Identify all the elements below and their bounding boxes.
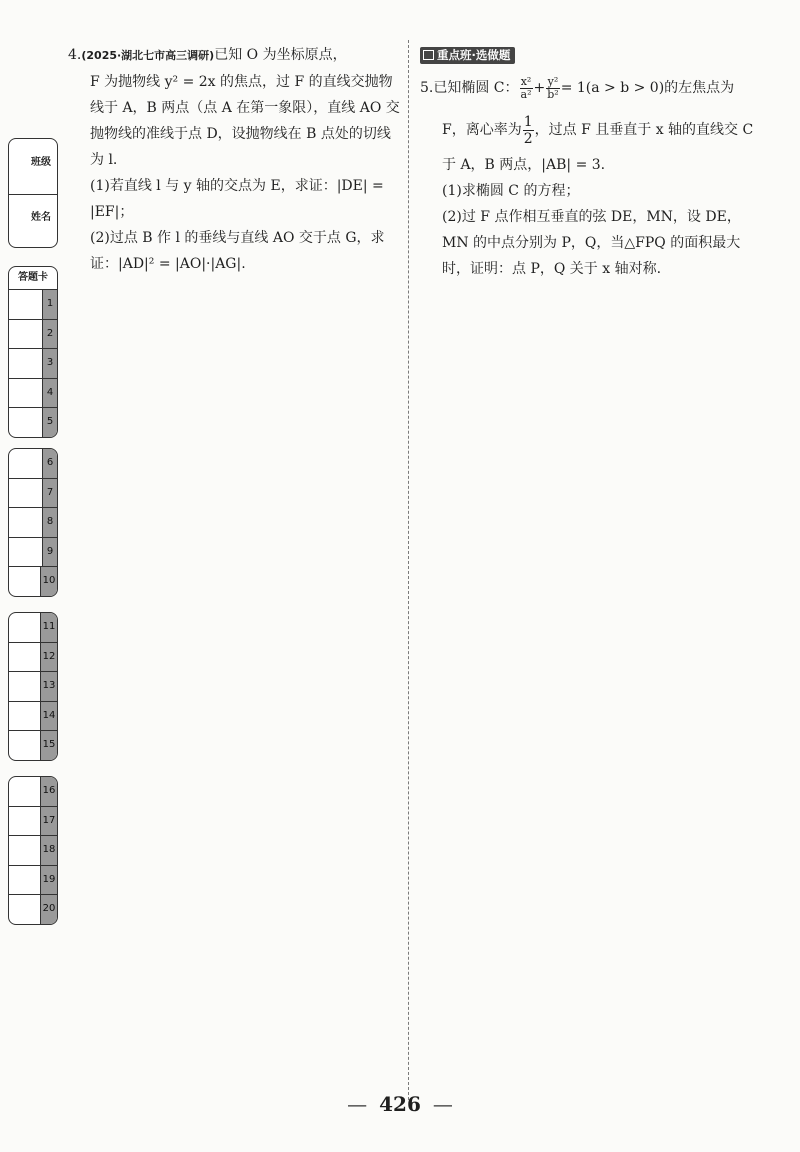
page-number-dash-right: — <box>432 1092 453 1116</box>
page-number-value: 426 <box>379 1092 421 1116</box>
answer-cell-18[interactable] <box>9 836 57 866</box>
answer-number: 16 <box>40 777 57 806</box>
question-number: 4. <box>68 47 82 63</box>
answer-number: 1 <box>42 290 57 319</box>
answer-cell-6[interactable] <box>9 449 57 479</box>
question-text: 线于 A，B 两点（点 A 在第一象限），直线 AO 交 <box>90 100 400 116</box>
section-badge <box>420 42 750 68</box>
class-field[interactable] <box>9 139 57 195</box>
fraction-y2-b2 <box>546 76 559 101</box>
fraction-denominator: a² <box>520 87 532 101</box>
sub-question-2: (2)过点 B 作 l 的垂线与直线 AO 交于点 G，求 <box>90 230 385 246</box>
answer-cell-5[interactable] <box>9 408 57 437</box>
question-text: ，过点 F 且垂直于 x 轴的直线交 C <box>534 122 754 138</box>
question-text: 已知 O 为坐标原点， <box>214 47 347 63</box>
page-number <box>0 1092 800 1116</box>
answer-number: 12 <box>40 643 57 672</box>
question-text: F，离心率为 <box>442 122 522 138</box>
answer-cell-13[interactable] <box>9 672 57 702</box>
question-text: F 为抛物线 y² = 2x 的焦点，过 F 的直线交抛物 <box>90 74 393 90</box>
answer-number: 5 <box>42 408 57 437</box>
question-4-line-1 <box>68 42 400 69</box>
student-info-box <box>8 138 58 248</box>
answer-number: 20 <box>40 895 57 924</box>
plus-sign: + <box>533 80 546 96</box>
answer-cell-3[interactable] <box>9 349 57 379</box>
answer-cell-7[interactable] <box>9 479 57 509</box>
answer-cell-16[interactable] <box>9 777 57 807</box>
sub-question-2-cont: 证：|AD|² = |AO|·|AG|. <box>90 256 246 272</box>
question-text: 抛物线的准线于点 D，设抛物线在 B 点处的切线 <box>90 126 391 142</box>
answer-cell-8[interactable] <box>9 508 57 538</box>
answer-card-group-4 <box>8 776 58 925</box>
answer-cell-20[interactable] <box>9 895 57 924</box>
answer-card-group-1 <box>8 266 58 438</box>
answer-cell-15[interactable] <box>9 731 57 760</box>
answer-cell-17[interactable] <box>9 807 57 837</box>
fraction-one-half <box>523 114 534 147</box>
sub-question-2: (2)过 F 点作相互垂直的弦 DE，MN，设 DE， <box>442 209 741 225</box>
fraction-numerator: y² <box>547 74 559 88</box>
answer-number: 3 <box>42 349 57 378</box>
answer-cell-10[interactable] <box>9 567 57 596</box>
answer-cell-12[interactable] <box>9 643 57 673</box>
answer-number: 11 <box>40 613 57 642</box>
answer-number: 6 <box>42 449 57 478</box>
answer-card-title: 答题卡 <box>9 267 57 290</box>
answer-number: 8 <box>42 508 57 537</box>
answer-card-group-2 <box>8 448 58 597</box>
name-label: 姓名 <box>31 212 51 223</box>
sub-question-1: (1)求椭圆 C 的方程； <box>442 183 580 199</box>
fraction-denominator: 2 <box>523 130 533 147</box>
answer-cell-14[interactable] <box>9 702 57 732</box>
answer-card-group-3 <box>8 612 58 761</box>
question-5 <box>420 42 754 282</box>
question-5-line-2 <box>420 108 754 152</box>
fraction-x2-a2 <box>520 76 533 101</box>
sub-question-1-cont: |EF|； <box>90 204 134 220</box>
book-icon <box>423 50 434 60</box>
fraction-numerator: x² <box>520 74 532 88</box>
question-source: (2025·湖北七市高三调研) <box>81 49 215 62</box>
answer-cell-1[interactable] <box>9 290 57 320</box>
question-5-line-1 <box>420 68 750 108</box>
sub-question-1: (1)若直线 l 与 y 轴的交点为 E，求证：|DE| = <box>90 178 384 194</box>
column-divider <box>408 40 409 1100</box>
answer-cell-4[interactable] <box>9 379 57 409</box>
question-text: = 1(a > b > 0)的左焦点为 <box>560 80 735 96</box>
name-field[interactable] <box>9 194 57 249</box>
sub-question-2-cont: 时，证明：点 P，Q 关于 x 轴对称. <box>442 261 662 277</box>
answer-cell-2[interactable] <box>9 320 57 350</box>
question-text: 于 A，B 两点，|AB| = 3. <box>442 157 606 173</box>
answer-number: 2 <box>42 320 57 349</box>
answer-number: 10 <box>40 567 57 596</box>
answer-number: 15 <box>40 731 57 760</box>
fraction-numerator: 1 <box>523 113 533 130</box>
answer-number: 18 <box>40 836 57 865</box>
question-4 <box>68 42 400 277</box>
answer-cell-9[interactable] <box>9 538 57 568</box>
answer-cell-19[interactable] <box>9 866 57 896</box>
answer-number: 7 <box>42 479 57 508</box>
fraction-denominator: b² <box>547 87 559 101</box>
question-text: 5.已知椭圆 C： <box>420 80 519 96</box>
section-badge-label: 重点班·选做题 <box>437 48 511 62</box>
sub-question-2-cont: MN 的中点分别为 P，Q，当△FPQ 的面积最大 <box>442 235 741 251</box>
class-label: 班级 <box>31 157 51 168</box>
answer-number: 13 <box>40 672 57 701</box>
answer-number: 9 <box>42 538 57 567</box>
answer-number: 4 <box>42 379 57 408</box>
question-text: 为 l. <box>90 152 118 168</box>
answer-number: 14 <box>40 702 57 731</box>
page-number-dash-left: — <box>347 1092 368 1116</box>
answer-number: 17 <box>40 807 57 836</box>
answer-cell-11[interactable] <box>9 613 57 643</box>
answer-number: 19 <box>40 866 57 895</box>
